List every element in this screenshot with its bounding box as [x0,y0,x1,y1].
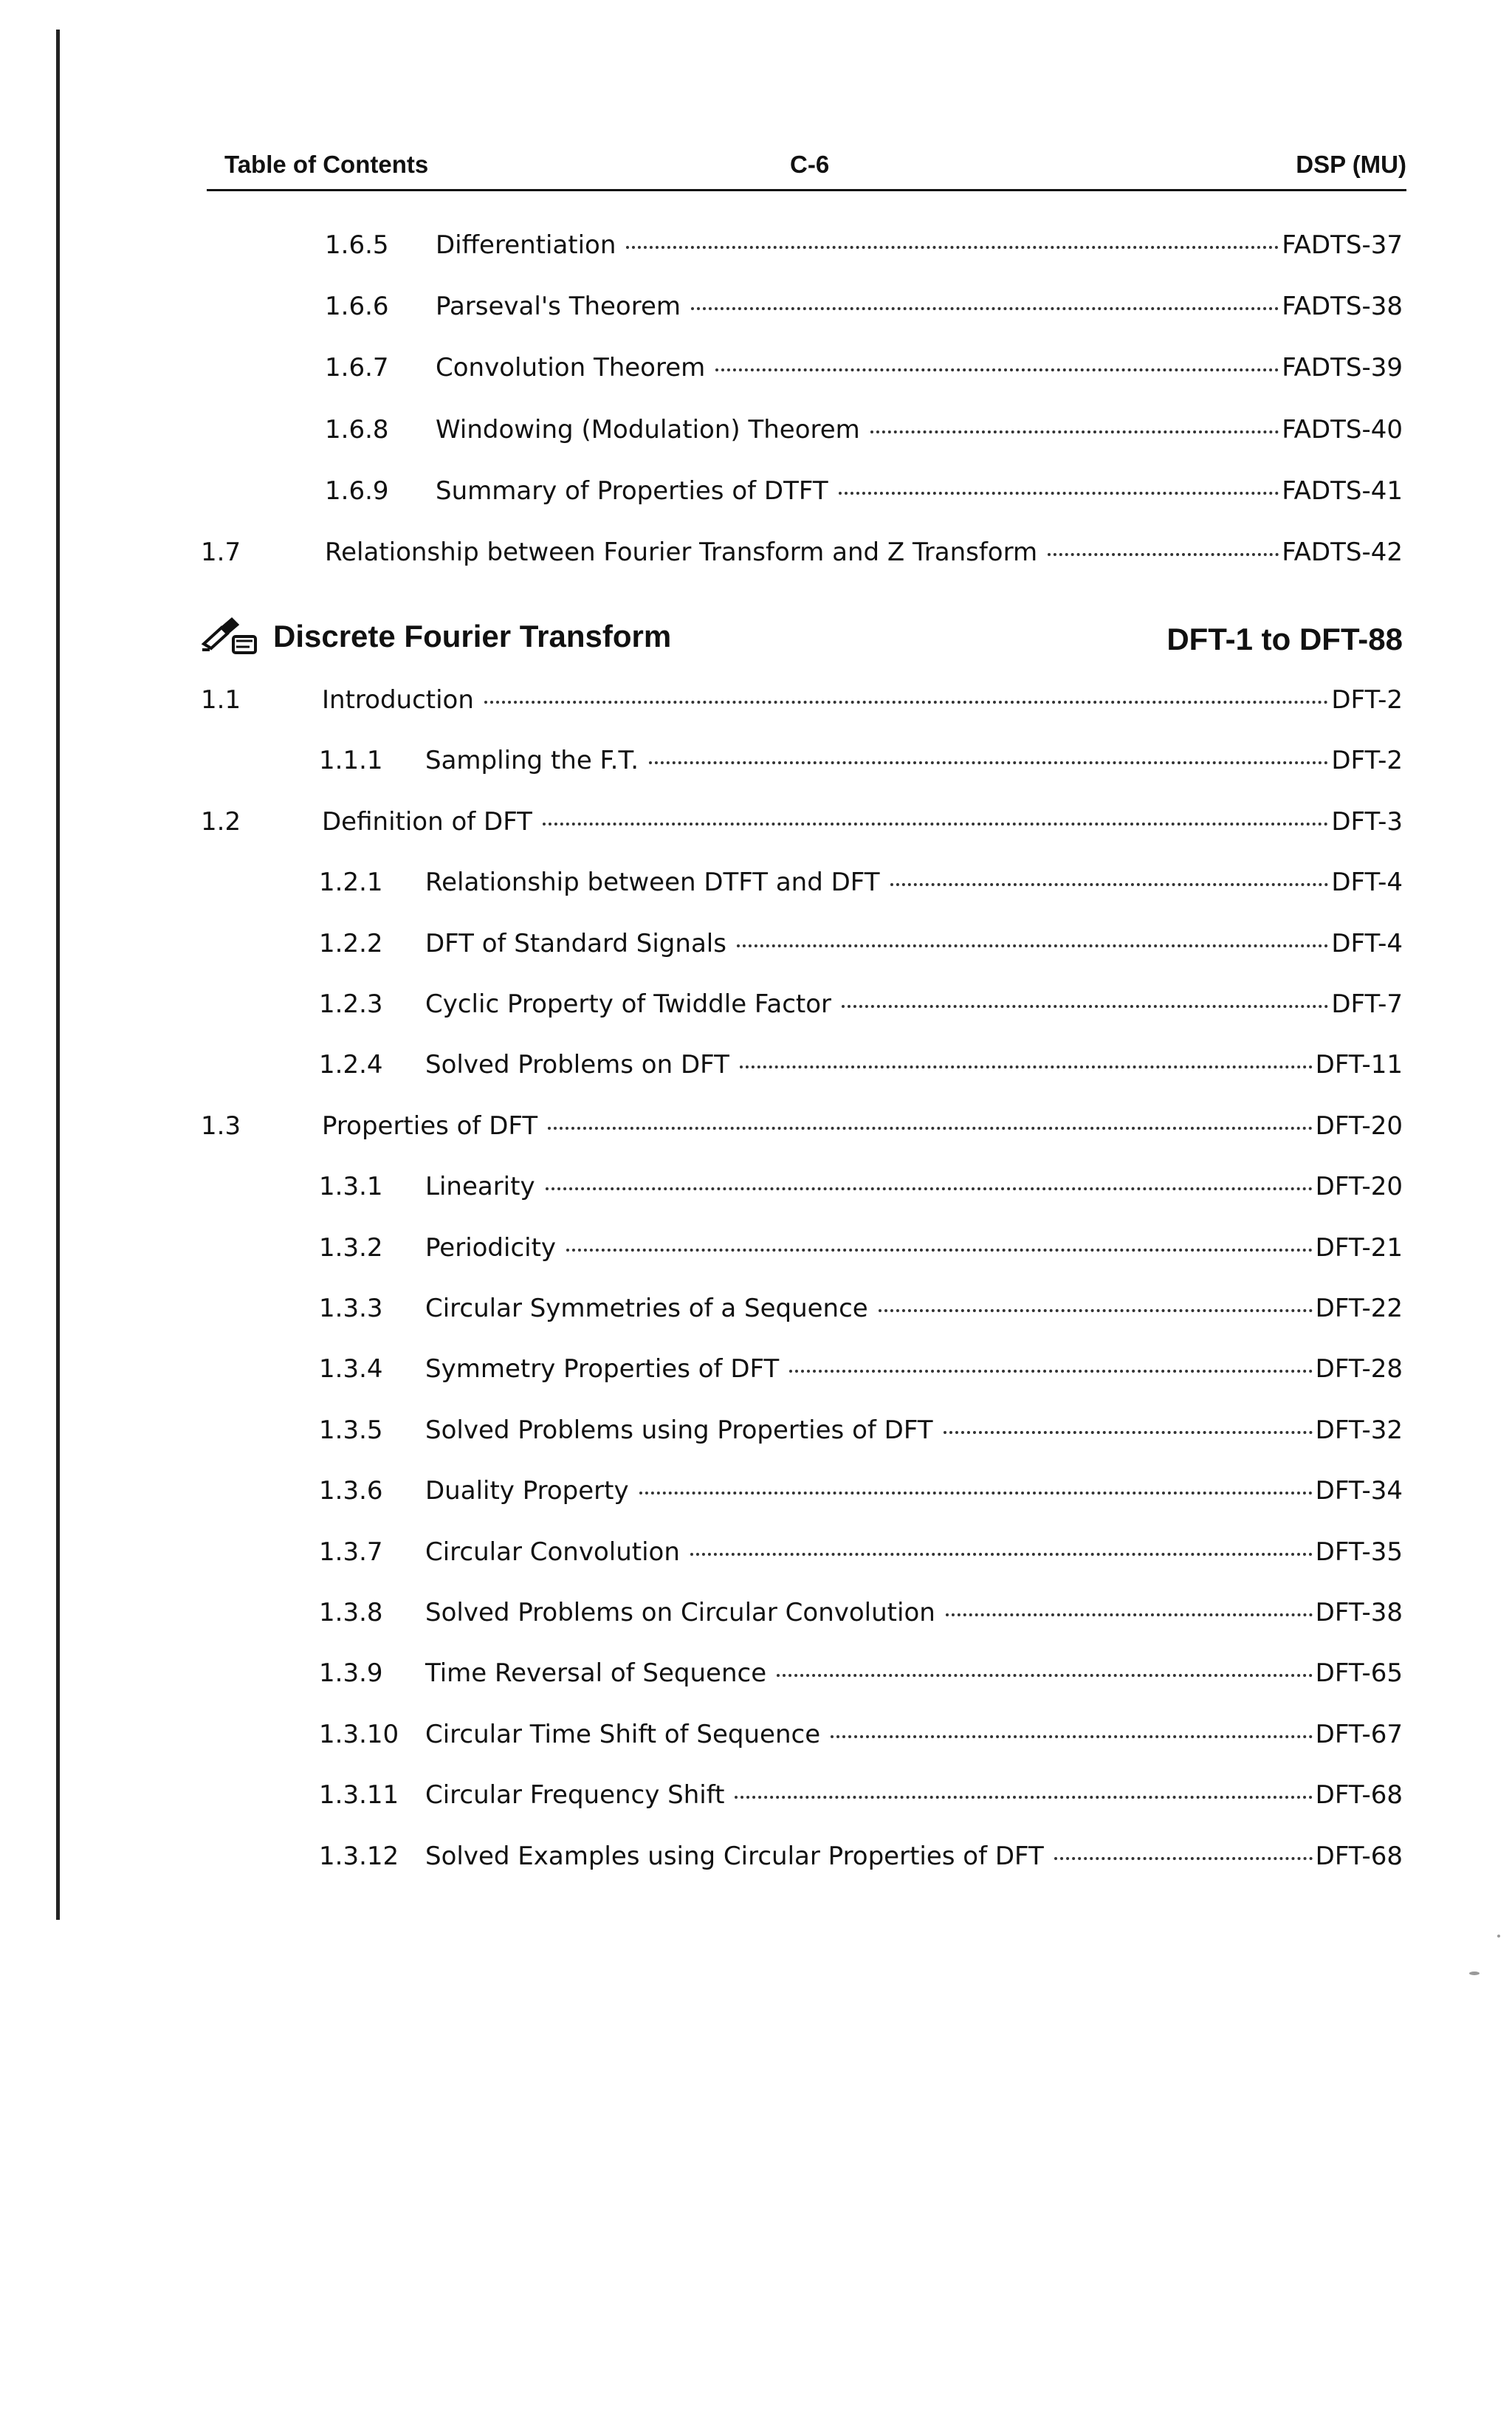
toc-entry-number: 1.3.4 [319,1354,383,1384]
dot-leader [649,761,1328,764]
toc-entry-title: Circular Frequency Shift [425,1780,725,1811]
toc-entry-title: Cyclic Property of Twiddle Factor [425,989,832,1019]
dot-leader [626,246,1279,249]
dot-leader [946,1613,1313,1616]
dot-leader [890,883,1329,886]
toc-entry-number: 1.6.6 [325,292,389,322]
toc-entry-title: Solved Problems using Properties of DFT [425,1415,933,1445]
toc-entry-page: DFT-35 [1315,1537,1403,1567]
dot-leader [735,1796,1312,1799]
toc-entry [201,800,1403,837]
dot-leader [879,1309,1313,1312]
toc-entry-page: DFT-67 [1315,1719,1403,1749]
toc-entry [325,469,1403,506]
toc-entry [319,982,1403,1019]
toc-entry [319,922,1403,958]
toc-entry-number: 1.6.8 [325,414,389,445]
toc-entry-number: 1.2 [201,806,241,837]
toc-entry [319,738,1403,775]
toc-entry [201,678,1403,715]
dot-leader [777,1674,1313,1677]
toc-entry-number: 1.3.10 [319,1719,399,1749]
scan-speck [1469,1972,1480,1975]
dot-leader [831,1735,1313,1738]
scan-speck [1497,1935,1500,1938]
toc-entry-page: FADTS-42 [1282,538,1403,567]
header-page-number: C-6 [790,151,830,178]
chapter-title: Discrete Fourier Transform [273,619,672,653]
toc-entry-number: 1.2.2 [319,928,383,958]
toc-entry-page: DFT-7 [1331,989,1403,1019]
toc-entry-title: Symmetry Properties of DFT [425,1354,780,1384]
toc-entry-title: Circular Time Shift of Sequence [425,1719,821,1749]
toc-entry-number: 1.3.5 [319,1415,383,1445]
page-header [207,148,1406,191]
toc-entry-page: DFT-11 [1315,1050,1403,1080]
toc-entry [325,408,1403,445]
toc-entry-title: Parseval's Theorem [436,292,681,322]
toc-entry-title: Relationship between DTFT and DFT [425,868,880,898]
toc-entry-title: Convolution Theorem [436,353,706,383]
toc-entry [319,1834,1403,1871]
toc-entry [319,860,1403,897]
header-book-title: DSP (MU) [1296,151,1406,178]
toc-entry [319,1226,1403,1263]
toc-entry [319,1347,1403,1384]
toc-entry-page: DFT-20 [1315,1172,1403,1202]
chapter-page-range: DFT-1 to DFT-88 [1166,622,1403,656]
toc-entry-number: 1.3.12 [319,1841,399,1871]
toc-entry-page: DFT-68 [1315,1780,1403,1811]
toc-entry-page: DFT-2 [1331,685,1403,715]
dot-leader [691,307,1279,310]
dot-leader [737,944,1328,947]
toc-entry-page: DFT-3 [1331,806,1403,837]
toc-entry [319,1530,1403,1567]
toc-entry-number: 1.1 [201,685,241,715]
dot-leader [870,430,1279,433]
toc-entry-number: 1.3.11 [319,1780,399,1811]
toc-entry-page: DFT-65 [1315,1658,1403,1689]
toc-entry-page: DFT-68 [1315,1841,1403,1871]
toc-entry-number: 1.1.1 [319,746,383,776]
toc-entry [325,223,1403,260]
toc-entry-title: Solved Problems on Circular Convolution [425,1598,935,1627]
toc-entry-number: 1.6.5 [325,230,389,260]
binding-edge-line [56,30,60,1920]
dot-leader [690,1553,1313,1556]
toc-entry [319,1712,1403,1749]
toc-entry-number: 1.3.7 [319,1537,383,1567]
toc-entry [201,530,1403,567]
toc-entry [319,1164,1403,1201]
toc-entry-title: Solved Examples using Circular Properties of DFT [425,1841,1044,1871]
toc-entry [319,1408,1403,1445]
toc-entry-page: FADTS-40 [1282,414,1403,445]
toc-entry [319,1651,1403,1688]
toc-entry-page: DFT-34 [1315,1476,1403,1506]
toc-entry-page: DFT-2 [1331,746,1403,776]
toc-entry-page: FADTS-38 [1282,292,1403,322]
dot-leader [548,1127,1313,1130]
dot-leader [839,492,1279,495]
toc-entry [201,1104,1403,1141]
toc-entry [319,1043,1403,1080]
toc-entry-title: Solved Problems on DFT [425,1050,729,1080]
dot-leader [789,1370,1312,1373]
toc-entry-number: 1.2.4 [319,1050,383,1080]
toc-entry-number: 1.3.3 [319,1294,383,1323]
toc-entry-page: FADTS-37 [1282,230,1403,260]
toc-entry-number: 1.3.2 [319,1232,383,1263]
toc-entry-number: 1.3.8 [319,1598,383,1627]
dot-leader [484,701,1328,704]
toc-entry-title: Windowing (Modulation) Theorem [436,414,860,445]
toc-entry [319,1286,1403,1323]
toc-entry-number: 1.3.9 [319,1658,383,1689]
toc-entry-page: DFT-20 [1315,1111,1403,1141]
toc-entry-title: Definition of DFT [322,806,532,837]
toc-entry-title: Circular Symmetries of a Sequence [425,1294,868,1323]
toc-entry-number: 1.2.3 [319,989,383,1019]
toc-entry-title: Linearity [425,1172,535,1202]
toc-entry-page: FADTS-41 [1282,476,1403,506]
toc-entry [319,1469,1403,1506]
dot-leader [639,1492,1313,1495]
header-section-title: Table of Contents [224,151,429,178]
toc-entry-page: DFT-22 [1315,1294,1403,1323]
toc-entry [325,346,1403,382]
toc-entry-title: Duality Property [425,1476,629,1506]
toc-entry-number: 1.3 [201,1111,241,1141]
dot-leader [566,1249,1313,1252]
toc-entry-title: Introduction [322,685,474,715]
dot-leader [1054,1857,1313,1860]
toc-entry-page: DFT-4 [1331,868,1403,898]
toc-entry-title: Circular Convolution [425,1537,680,1567]
toc-entry-title: Sampling the F.T. [425,746,639,776]
toc-entry-number: 1.6.7 [325,353,389,383]
toc-entry-number: 1.7 [201,538,241,567]
toc-entry-page: DFT-28 [1315,1354,1403,1384]
toc-entry-title: Relationship between Fourier Transform and Z Transform [325,538,1038,567]
chapter-heading [199,614,1403,659]
dot-leader [842,1005,1328,1008]
toc-entry-number: 1.2.1 [319,868,383,898]
toc-entry-page: DFT-38 [1315,1598,1403,1627]
toc-entry-title: Differentiation [436,230,616,260]
dot-leader [543,823,1328,826]
dot-leader [740,1065,1313,1068]
toc-entry [325,284,1403,321]
toc-entry-page: FADTS-39 [1282,353,1403,383]
toc-entry-page: DFT-4 [1331,928,1403,958]
toc-entry-title: Properties of DFT [322,1111,538,1141]
toc-entry-title: Summary of Properties of DTFT [436,476,828,506]
dot-leader [944,1431,1313,1434]
dot-leader [715,368,1279,371]
writing-hand-icon [199,614,258,659]
toc-entry-title: Time Reversal of Sequence [425,1658,767,1689]
dot-leader [546,1187,1313,1190]
toc-entry-title: Periodicity [425,1232,557,1263]
toc-entry-page: DFT-21 [1315,1232,1403,1263]
toc-entry-number: 1.3.6 [319,1476,383,1506]
toc-entry-page: DFT-32 [1315,1415,1403,1445]
toc-entry-number: 1.3.1 [319,1172,383,1202]
toc-entry-title: DFT of Standard Signals [425,928,726,958]
toc-entry [319,1773,1403,1810]
dot-leader [1048,553,1279,556]
toc-entry-number: 1.6.9 [325,476,389,506]
toc-entry [319,1590,1403,1627]
